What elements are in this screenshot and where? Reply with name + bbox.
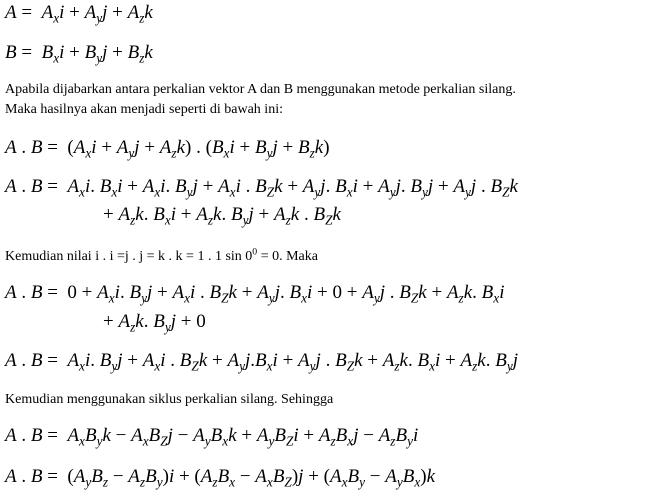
paragraph-cycle: Kemudian menggunakan siklus perkalian silang. Sehingga [5, 392, 334, 407]
equation-nonzero-terms: A . $B = A_xi$. $B_yj + A_xi$ . $B_Zk + A_yj.B_xi + A_yj$ . $B_Zk + A_zk$. $B_xi + A_zk$. $B_yj$ [5, 350, 519, 374]
equation-cycle-applied: A . $B = A_xB_yk - A_xB_Zj - A_yB_xk + A_yB_Zi + A_zB_xj - A_zB_yi$ [5, 425, 419, 449]
paragraph-unit-values: Kemudian nilai i . i =j . j = k . k = 1 . 1 $\sin 0^0 = 0$. Maka [5, 246, 318, 264]
equation-distributed-line1: A . $B = A_xi$. $B_xi + A_xi$. $B_yj + A_xi$ . $B_Zk + A_yj$. $B_xi + A_yj$. $B_yj + A_yj$ . $B_Zk$ [5, 176, 518, 200]
paragraph-result-intro: Maka hasilnya akan menjadi seperti di bawah ini: [5, 102, 283, 117]
paragraph-intro: Apabila dijabarkan antara perkalian vektor A dan B menggunakan metode perkalian silang. [5, 82, 516, 97]
equation-product-expanded: A . $B = (A_xi + A_yj + A_zk)$ . $(B_xi + B_yj + B_zk)$ [5, 137, 330, 161]
equation-simplified-line2: + $A_zk$. $B_yj + 0$ [103, 311, 206, 335]
equation-vector-a: $A = A_xi + A_yj + A_zk$ [5, 2, 153, 26]
equation-simplified-line1: A . $B = 0 + A_xi$. $B_yj + A_xi$ . $B_Zk + A_yj$. $B_xi + 0 + A_yj$ . $B_Zk + A_zk$. $B_xi$ [5, 282, 505, 306]
equation-distributed-line2: + $A_zk$. $B_xi + A_zk$. $B_yj + A_zk$ . $B_Zk$ [103, 204, 341, 228]
equation-vector-b: $B = B_xi + B_yj + B_zk$ [5, 42, 153, 66]
equation-cross-product-result: A . $B = (A_yB_z - A_zB_y)i + (A_zB_x - A_xB_Z)j + (A_xB_y - A_yB_x)k$ [5, 466, 436, 490]
